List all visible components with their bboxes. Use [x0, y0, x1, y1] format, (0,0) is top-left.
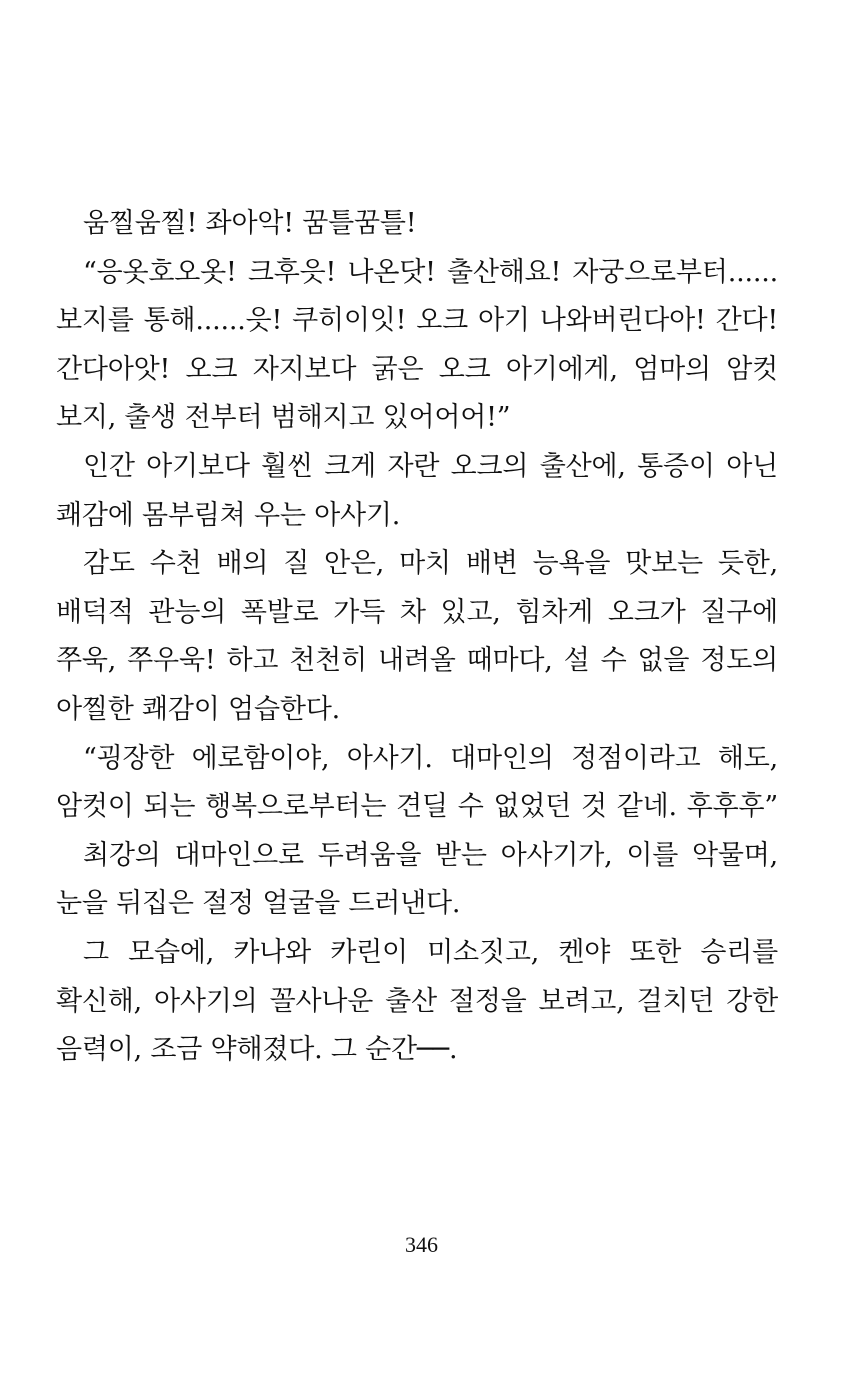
text-line: 움찔움찔! 좌아악! 꿈틀꿈틀!: [83, 208, 417, 239]
text-line: 간다아앗! 오크 자지보다 굵은 오크 아기에게, 엄마의 암컷: [56, 353, 778, 385]
text-line: 배덕적 관능의 폭발로 가득 차 있고, 힘차게 오크가 질구에: [56, 596, 778, 628]
text-line: 암컷이 되는 행복으로부터는 견딜 수 없었던 것 같네. 후후후”: [56, 791, 778, 823]
text-line: 인간 아기보다 훨씬 크게 자란 오크의 출산에, 통증이 아닌: [83, 450, 778, 482]
text-line: 감도 수천 배의 질 안은, 마치 배변 능욕을 맛보는 듯한,: [83, 548, 778, 580]
text-line: 최강의 대마인으로 두려움을 받는 아사기가, 이를 악물며,: [83, 839, 778, 871]
text-line: 음력이, 조금 약해졌다. 그 순간──.: [56, 1034, 458, 1066]
text-line: “응옷호오옷! 크후읏! 나온닷! 출산해요! 자궁으로부터......: [83, 256, 778, 288]
text-line: “굉장한 에로함이야, 아사기. 대마인의 정점이라고 해도,: [83, 742, 778, 774]
text-line: 보지를 통해......읏! 쿠히이잇! 오크 아기 나와버린다아! 간다!: [56, 305, 778, 337]
text-line: 쾌감에 몸부림쳐 우는 아사기.: [56, 499, 401, 531]
text-line: 보지, 출생 전부터 범해지고 있어어어!”: [56, 402, 511, 434]
text-line: 아찔한 쾌감이 엄습한다.: [56, 693, 340, 725]
text-line: 쭈욱, 쭈우욱! 하고 천천히 내려올 때마다, 설 수 없을 정도의: [56, 645, 778, 677]
text-line: 그 모습에, 카나와 카린이 미소짓고, 켄야 또한 승리를: [83, 936, 778, 968]
body-text: [56, 200, 778, 1075]
page-number: 346: [405, 1232, 438, 1257]
text-line: 눈을 뒤집은 절정 얼굴을 드러낸다.: [56, 888, 461, 920]
text-line: 확신해, 아사기의 꼴사나운 출산 절정을 보려고, 걸치던 강한: [56, 985, 778, 1017]
